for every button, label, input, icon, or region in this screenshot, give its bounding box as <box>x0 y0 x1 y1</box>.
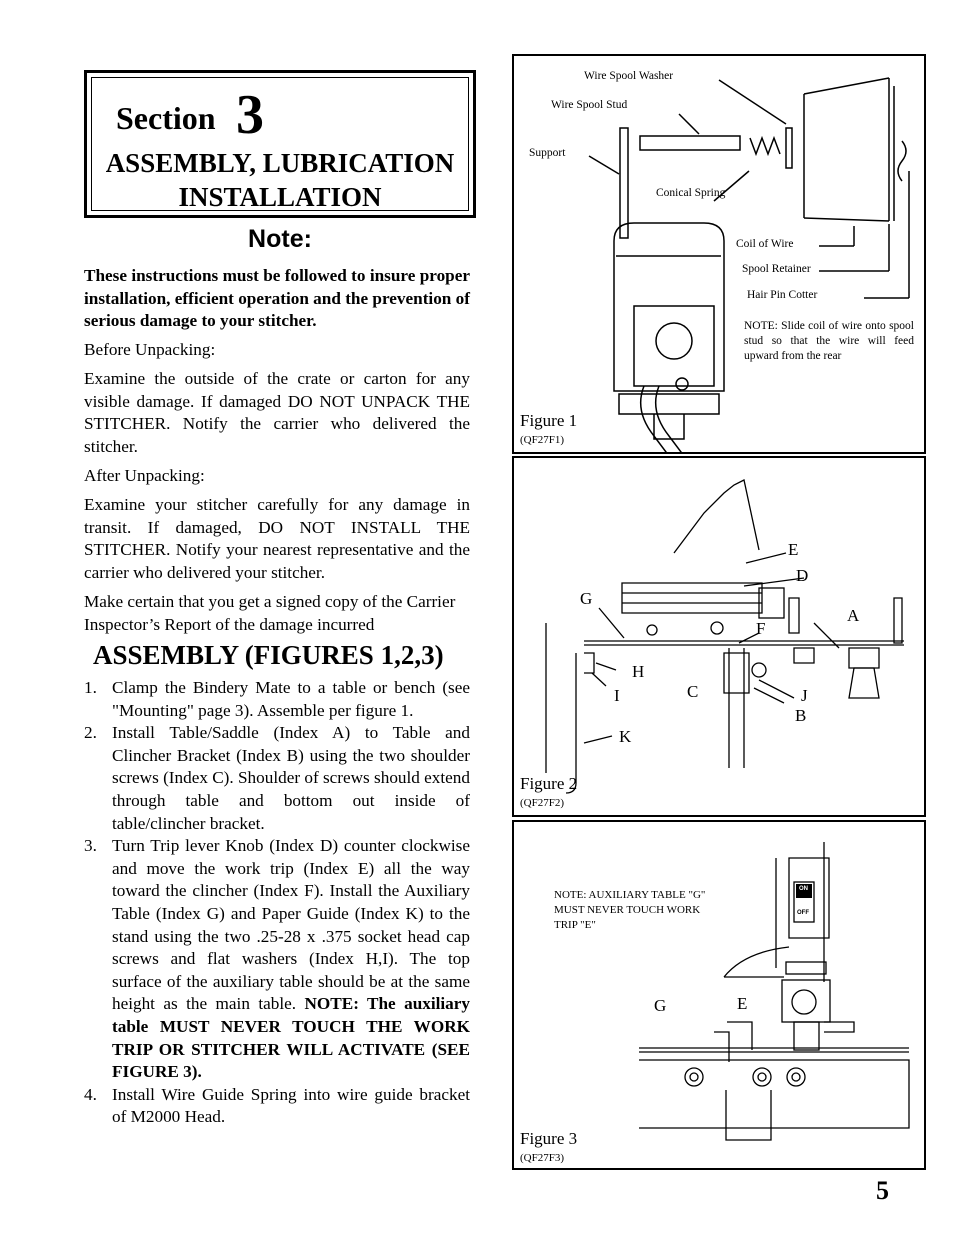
before-unpacking-label: Before Unpacking: <box>84 340 216 359</box>
label-wire-spool-stud: Wire Spool Stud <box>551 99 628 111</box>
fig2-label-a: A <box>847 606 860 625</box>
step-number: 2. <box>84 723 97 743</box>
figure-3-caption: Figure 3 <box>520 1129 578 1148</box>
figure-3-code: (QF27F3) <box>520 1152 565 1164</box>
section-title-line1: ASSEMBLY, LUBRICATION <box>105 148 455 178</box>
step-item <box>84 1084 470 1129</box>
fig2-label-e: E <box>788 540 799 559</box>
figure-3-drawing <box>514 822 924 1168</box>
figure-2-drawing <box>514 458 924 815</box>
label-support: Support <box>529 147 566 159</box>
fig2-label-h: H <box>632 662 645 681</box>
figure-1-note: NOTE: Slide coil of wire onto spool stud so that the wire will feed upward from the rear <box>744 320 914 362</box>
step-item <box>84 835 470 1084</box>
before-unpacking-text: Examine the outside of the crate or carton for any visible damage. If damaged DO NOT UNPACK THE STITCHER. Notify the carrier who delivered the stitcher. <box>84 369 470 456</box>
step-text: Install Table/Saddle (Index A) to Table and Clincher Bracket (Index B) using the two shoulder screws (Index C). Shoulder of screws should extend through table and bottom out inside of table/clincher bracket. <box>112 723 470 833</box>
section-title-line2: INSTALLATION <box>178 182 382 212</box>
figure-2 <box>512 456 926 817</box>
figure-1-drawing <box>514 56 924 452</box>
step-note: NOTE: The auxiliary table MUST NEVER TOUCH THE WORK TRIP OR STITCHER WILL ACTIVATE (SEE FIGURE 3). <box>112 994 470 1082</box>
after-unpacking-text: Examine your stitcher carefully for any damage in transit. If damaged, DO NOT INSTALL THE STITCHER. Notify your nearest representative and the carrier who delivered your stitcher. <box>84 495 470 582</box>
figure-1-code: (QF27F1) <box>520 434 565 446</box>
figure-1-caption: Figure 1 <box>520 411 578 430</box>
fig2-label-c: C <box>687 682 699 701</box>
label-wire-spool-washer: Wire Spool Washer <box>584 70 674 82</box>
fig2-label-i: I <box>614 686 620 705</box>
fig2-label-j: J <box>801 686 808 705</box>
section-word: Section <box>116 100 216 136</box>
fig3-label-g: G <box>654 996 667 1015</box>
fig2-label-b: B <box>795 706 807 725</box>
step-item <box>84 722 470 835</box>
label-conical-spring: Conical Spring <box>656 187 726 199</box>
fig2-label-d: D <box>796 566 809 585</box>
figure-2-caption: Figure 2 <box>520 774 578 793</box>
section-header-inner-border <box>91 77 469 211</box>
fig2-label-f: F <box>756 619 766 638</box>
figure-3-note: NOTE: AUXILIARY TABLE "G" MUST NEVER TOUCH WORK TRIP "E" <box>554 889 706 931</box>
step-text: Turn Trip lever Knob (Index D) counter clockwise and move the work trip (Index E) all the way toward the clincher (Index F). Install the Auxiliary Table (Index G) and Paper Guide (Index K) to the stand using the two .25-28 x .375 socket head cap screws and flat washers (Index H,I). The top surface of the auxiliary table should be at the same height as the main table. <box>112 836 470 1014</box>
section-header-box <box>84 70 476 218</box>
assembly-heading: ASSEMBLY (FIGURES 1,2,3) <box>93 640 444 670</box>
step-number: 4. <box>84 1084 97 1104</box>
section-number: 3 <box>236 84 264 146</box>
fig2-label-g: G <box>580 589 593 608</box>
fig2-label-k: K <box>619 727 632 746</box>
switch-off-label: OFF <box>797 910 809 916</box>
step-number: 3. <box>84 836 97 856</box>
label-coil-of-wire: Coil of Wire <box>736 238 794 250</box>
step-item <box>84 677 470 722</box>
page-number: 5 <box>876 1176 889 1205</box>
step-text: Clamp the Bindery Mate to a table or bench (see "Mounting" page 3). Assemble per figure 1. <box>112 678 470 720</box>
label-spool-retainer: Spool Retainer <box>742 263 811 275</box>
label-hair-pin-cotter: Hair Pin Cotter <box>747 289 818 301</box>
fig3-label-e: E <box>737 994 748 1013</box>
figure-3 <box>512 820 926 1170</box>
signed-copy-text: Make certain that you get a signed copy of the Carrier Inspector’s Report of the damage incurred <box>84 592 456 634</box>
note-heading: Note: <box>248 225 312 253</box>
switch-on-label: ON <box>799 886 808 892</box>
figure-2-code: (QF27F2) <box>520 797 565 809</box>
warning-paragraph: These instructions must be followed to insure proper installation, efficient operation and the prevention of serious damage to your stitcher. <box>84 266 470 331</box>
assembly-steps <box>84 677 470 1129</box>
after-unpacking-label: After Unpacking: <box>84 466 205 485</box>
figure-1 <box>512 54 926 454</box>
step-number: 1. <box>84 678 97 697</box>
step-text: Install Wire Guide Spring into wire guide bracket of M2000 Head. <box>112 1084 470 1127</box>
